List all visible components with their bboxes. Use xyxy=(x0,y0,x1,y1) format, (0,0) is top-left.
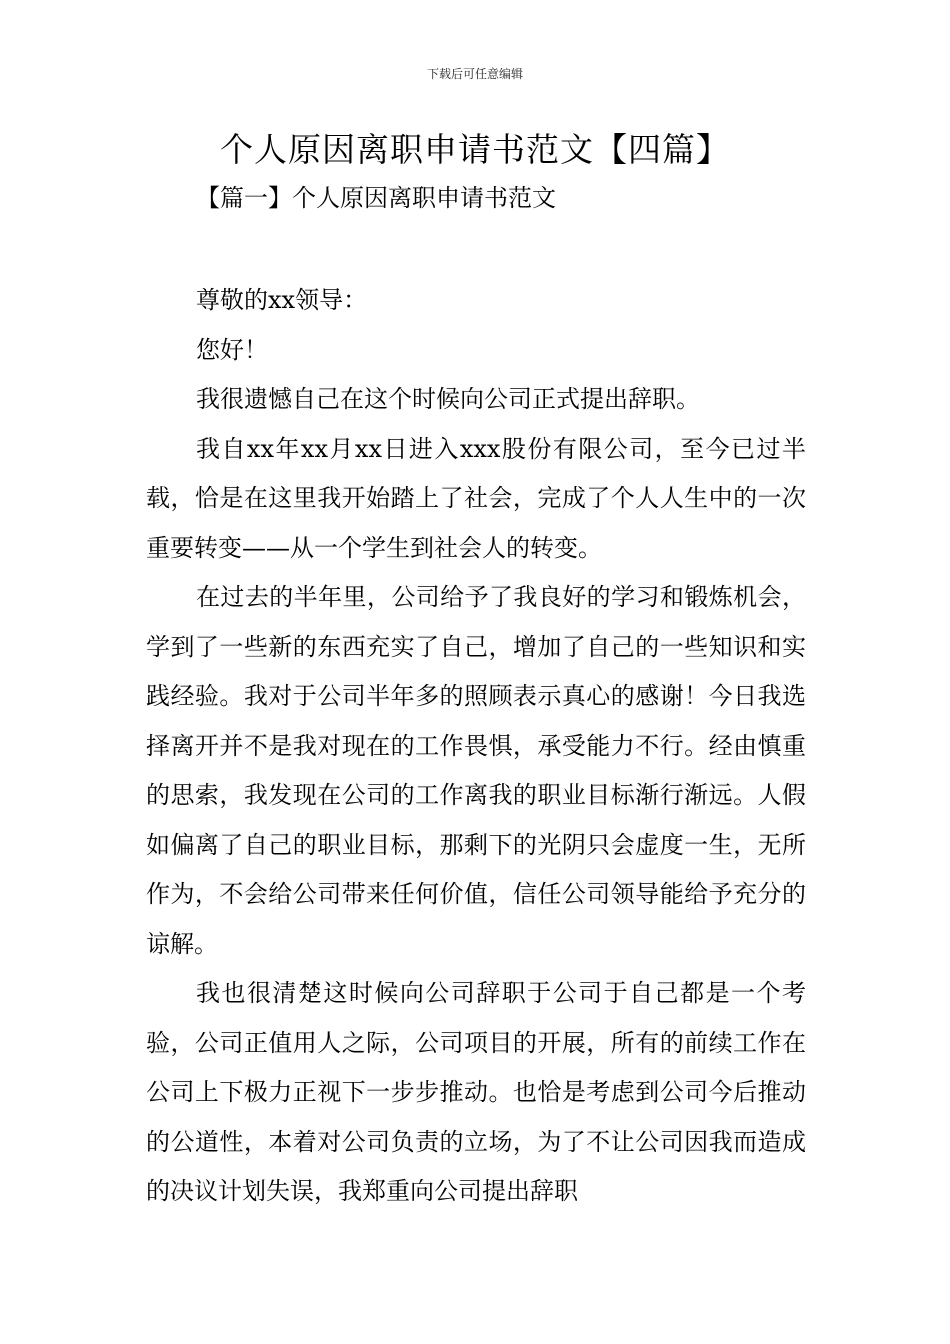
document-title: 个人原因离职申请书范文【四篇】 xyxy=(220,130,730,169)
section-heading: 【篇一】个人原因离职申请书范文 xyxy=(196,184,556,212)
body-paragraph: 在过去的半年里，公司给予了我良好的学习和锻炼机会，学到了一些新的东西充实了自己，增加了自己的一些知识和实践经验。我对于公司半年多的照顾表示真心的感谢！今日我选择离开并不是我对现在的工作畏惧，承受能力不行。经由慎重的思索，我发现在公司的工作离我的职业目标渐行渐远。人假如偏离了自己的职业目标，那剩下的光阴只会虚度一生，无所作为，不会给公司带来任何价值，信任公司领导能给予充分的谅解。 xyxy=(146,583,806,958)
salutation: 尊敬的xx领导： xyxy=(196,286,368,314)
document-body xyxy=(146,276,806,1217)
body-paragraph: 我也很清楚这时候向公司辞职于公司于自己都是一个考验，公司正值用人之际，公司项目的开展，所有的前续工作在公司上下极力正视下一步步推动。也恰是考虑到公司今后推动的公道性，本着对公司负责的立场，为了不让公司因我而造成的决议计划失误，我郑重向公司提出辞职 xyxy=(146,979,806,1205)
body-paragraph: 我自xx年xx月xx日进入xxx股份有限公司，至今已过半载，恰是在这里我开始踏上了社会，完成了个人人生中的一次重要转变——从一个学生到社会人的转变。 xyxy=(146,434,806,562)
header-note: 下载后可任意编辑 xyxy=(426,67,523,81)
greeting: 您好！ xyxy=(196,335,268,364)
body-paragraph: 我很遗憾自己在这个时候向公司正式提出辞职。 xyxy=(196,385,700,413)
